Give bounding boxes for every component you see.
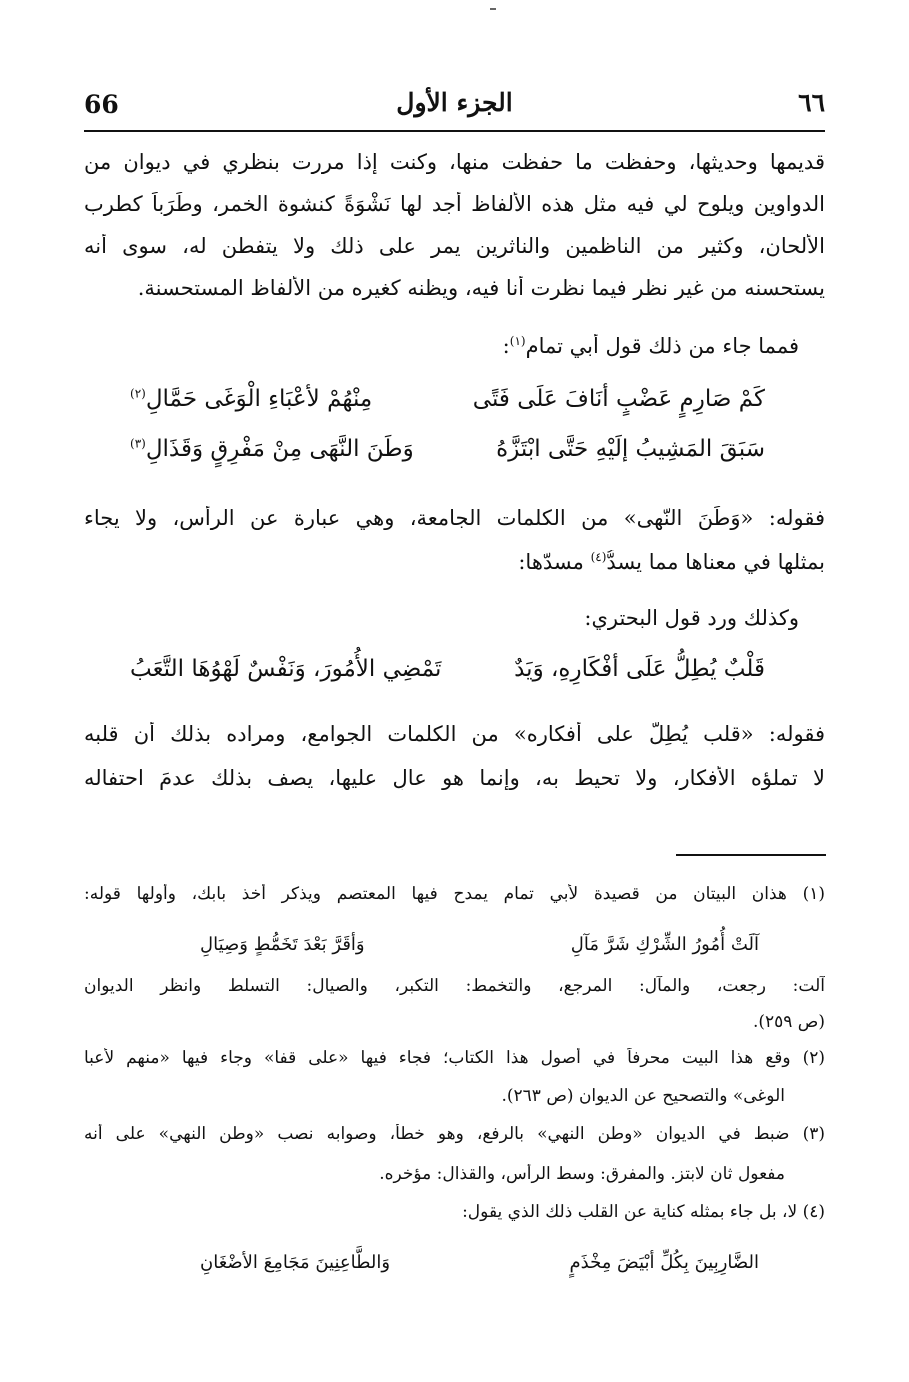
footnote-line: (٣) ضبط في الديوان «وطن النهي» بالرفع، وهو خطأ، وصوابه نصب «وطن النهي» على أنه (84, 1124, 825, 1144)
footnote-verse (200, 1252, 759, 1286)
verse-second-hemistich: وَالطَّاعِنِينَ مَجَامِعَ الأضْغَانِ (200, 1252, 391, 1273)
verse-first-hemistich: كَمْ صَارِمٍ عَضْبٍ أنَافَ عَلَى فَتًى (472, 386, 765, 412)
body-line: لا تملؤه الأفكار، ولا تحيط به، وإنما هو عالٍ عليها، يصف بذلك عدمَ احتفاله (84, 766, 825, 790)
verse-first-hemistich: قَلْبٌ يُطِلُّ عَلَى أفْكَارِهِ، وَيَدٌ (514, 656, 765, 682)
verse-line (130, 656, 825, 696)
body-line: فقوله: «وَطَنَ النّهى» من الكلمات الجامعة، وهي عبارة عن الرأس، ولا يجاء (84, 506, 825, 530)
footnote-verse (200, 934, 759, 968)
verse-first-hemistich: آلَتْ أُمُورُ الشِّرْكِ شَرَّ مَآلِ (570, 934, 759, 955)
body-line: يستحسنه من غير نظر فيما نظرت أنا فيه، ويظنه كغيره من الألفاظ المستحسنة. (137, 276, 825, 300)
verse-line (130, 386, 825, 426)
footnote-ref: (٣) (130, 436, 146, 451)
footnote-line: (١) هذان البيتان من قصيدة لأبي تمام يمدح فيها المعتصم ويذكر أخذ بابك، وأولها قوله: (84, 884, 825, 904)
footnote-line: (ص ٢٥٩). (752, 1012, 825, 1032)
page-number-arabic: ٦٦ (798, 88, 825, 117)
body-line: الألحان، وكثير من الناظمين والناثرين يمر على ذلك ولا يتفطن له، سوى أنه (84, 234, 825, 258)
footnote-line: الوغى» والتصحيح عن الديوان (ص ٢٦٣). (501, 1086, 785, 1106)
footnote-line: آلت: رجعت، والمآل: المرجع، والتخمط: التكبر، والصيال: التسلط وانظر الديوان (84, 976, 825, 996)
page-header (84, 86, 825, 132)
verse-second-hemistich: وَأقَرَّ بَعْدَ تَخَمُّطٍ وَصِيَالِ (200, 934, 365, 955)
body-line: قديمها وحديثها، وحفظت ما حفظت منها، وكنت إذا مررت بنظري في ديوان من (84, 150, 825, 174)
verse-second-hemistich: تَمْضِي الأُمُورَ، وَنَفْسٌ لَهْوُهَا التَّعَبُ (130, 656, 442, 682)
footnote-ref: (٢) (130, 386, 146, 401)
verse-first-hemistich: الضَّارِبِينَ بِكُلِّ أبْيَضَ مِخْذَمٍ (569, 1252, 759, 1273)
verse-second-hemistich: وَطَنَ النَّهَى مِنْ مَفْرِقٍ وَقَذَالِ$^{(٣)}$ (130, 436, 414, 462)
running-title: الجزء الأول (396, 88, 513, 117)
scan-mark (490, 8, 496, 10)
verse-first-hemistich: سَبَقَ المَشِيبُ إلَيْهِ حَتَّى ابْتَزَّهُ (496, 436, 765, 462)
footnote-ref: (٤) (590, 550, 607, 564)
footnote-line: مفعول ثان لابتز. والمفرق: وسط الرأس، والقذال: مؤخره. (379, 1164, 785, 1184)
footnote-line: (٤) لا، بل جاء بمثله كناية عن القلب ذلك الذي يقول: (462, 1202, 825, 1222)
verse-intro: وكذلك ورد قول البحتري: (584, 606, 799, 630)
verse-intro: فمما جاء من ذلك قول أبي تمام$^{(١)}$: (502, 334, 799, 358)
footnote-ref: (١) (509, 334, 526, 348)
verse-second-hemistich: مِنْهُمْ لأعْبَاءِ الْوَغَى حَمَّالِ$^{(٢)}$ (130, 386, 373, 412)
verse-line (130, 436, 825, 476)
body-line: بمثلها في معناها مما يسدُّ$^{(٤)}$ مسدّها: (518, 550, 825, 574)
footnote-separator (676, 854, 826, 856)
footnote-line: (٢) وقع هذا البيت محرفاً في أصول هذا الكتاب؛ فجاء فيها «على قفا» وجاء فيها «منهم لأعبا (84, 1048, 825, 1068)
body-line: فقوله: «قلب يُطِلّ على أفكاره» من الكلمات الجوامع، ومراده بذلك أن قلبه (84, 722, 825, 746)
page-number-latin: 66 (84, 90, 119, 119)
body-line: الدواوين ويلوح لي فيه مثل هذه الألفاظ أجد لها نَشْوَةً كنشوة الخمر، وطَرَباً كطرب (84, 192, 825, 216)
